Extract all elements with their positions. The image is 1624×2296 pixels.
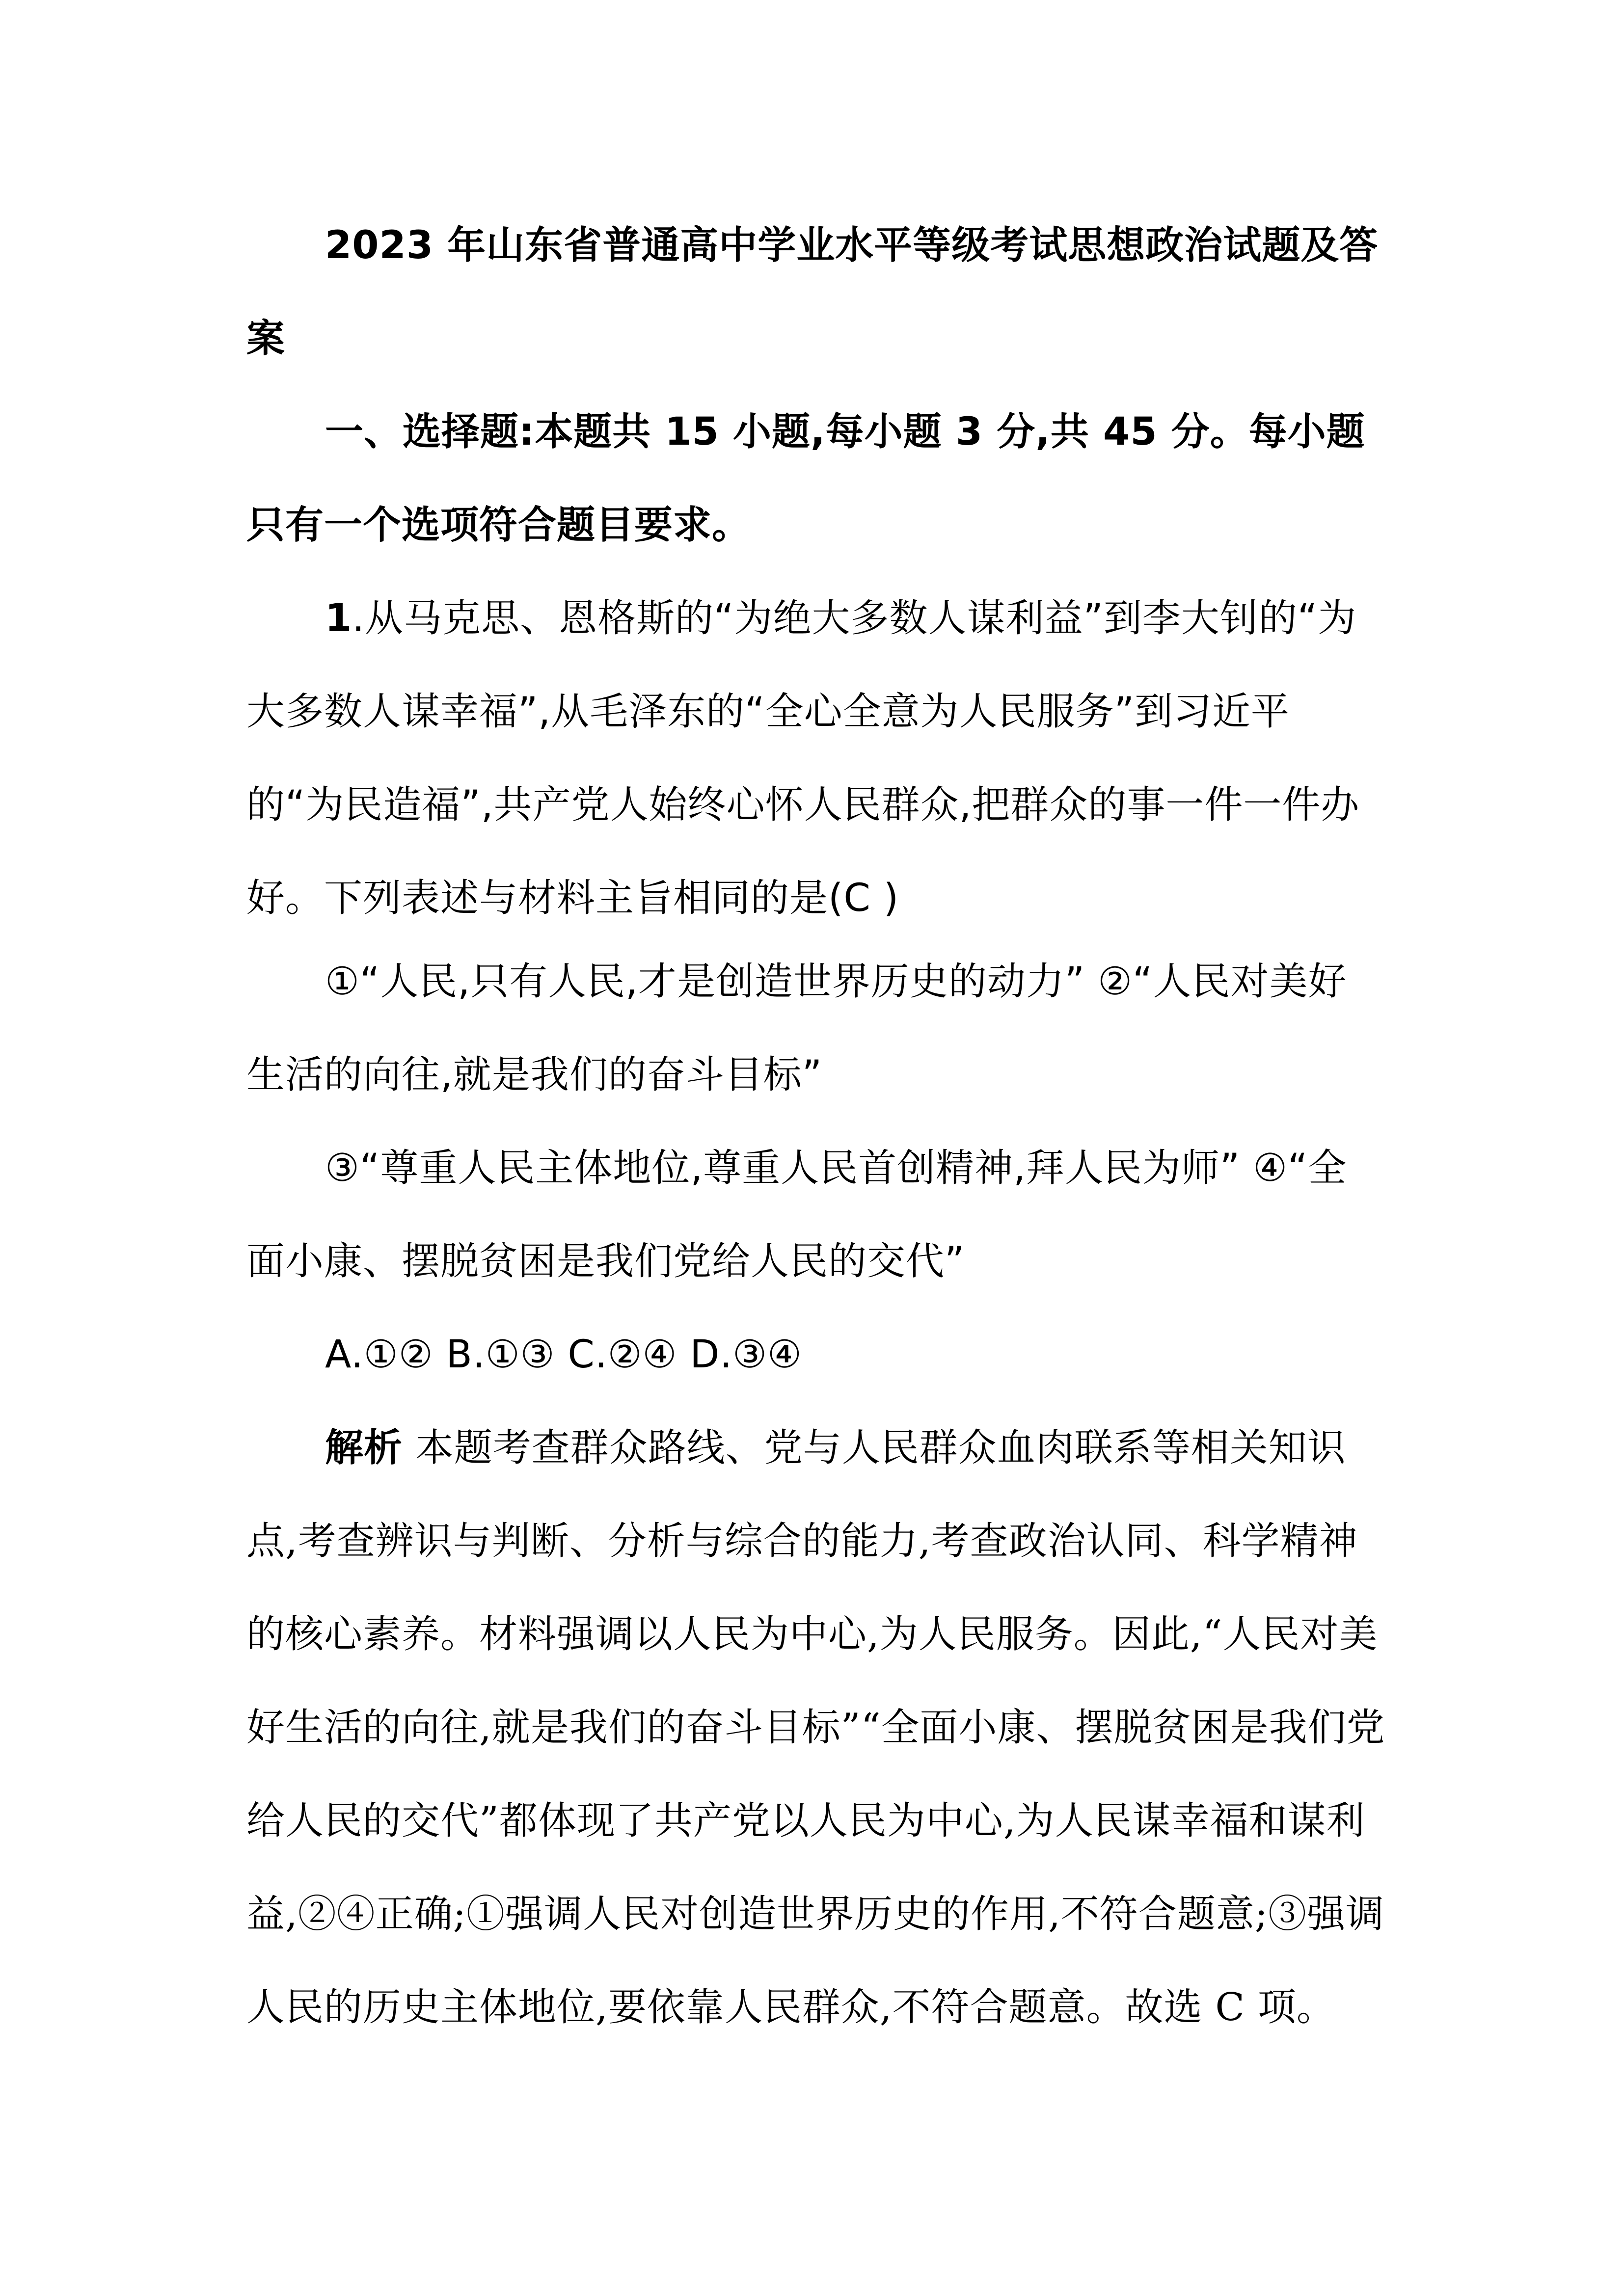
- analysis-text: 本题考查群众路线、党与人民群众血肉联系等相关知识点,考查辨识与判断、分析与综合的能力,考查政治认同、科学精神的核心素养。材料强调以人民为中心,为人民服务。因此,“人民对美好生活的向往,就是我们的奋斗目标”“全面小康、摆脱贫困是我们党给人民的交代”都体现了共产党以人民为中心,为人民谋幸福和谋利益,②④正确;①强调人民对创造世界历史的作用,不符合题意;③强调人民的历史主体地位,要依靠人民群众,不符合题意。故选 C 项。: [246, 1426, 1385, 2029]
- analysis-label: 解析: [325, 1426, 403, 1470]
- answer-options: A.①② B.①③ C.②④ D.③④: [325, 1333, 802, 1377]
- question-1-stem-paragraph: [246, 572, 1385, 945]
- analysis-paragraph: [246, 1401, 1385, 2054]
- question-stem: .从马克思、恩格斯的“为绝大多数人谋利益”到李大钊的“为大多数人谋幸福”,从毛泽东的“全心全意为人民服务”到习近平的“为民造福”,共产党人始终心怀人民群众,把群众的事一件一件办好。下列表述与材料主旨相同的是(C ): [246, 596, 1360, 920]
- statements-line-1: ①“人民,只有人民,才是创造世界历史的动力” ②“人民对美好生活的向往,就是我们的奋斗目标”: [246, 960, 1347, 1097]
- statements-line-2: ③“尊重人民主体地位,尊重人民首创精神,拜人民为师” ④“全面小康、摆脱贫困是我们党给人民的交代”: [246, 1146, 1347, 1283]
- section-header: 一、选择题:本题共 15 小题,每小题 3 分,共 45 分。每小题只有一个选项符合题目要求。: [246, 410, 1365, 547]
- question-number: 1: [325, 596, 352, 641]
- document-title: 2023 年山东省普通高中学业水平等级考试思想政治试题及答案: [246, 223, 1379, 361]
